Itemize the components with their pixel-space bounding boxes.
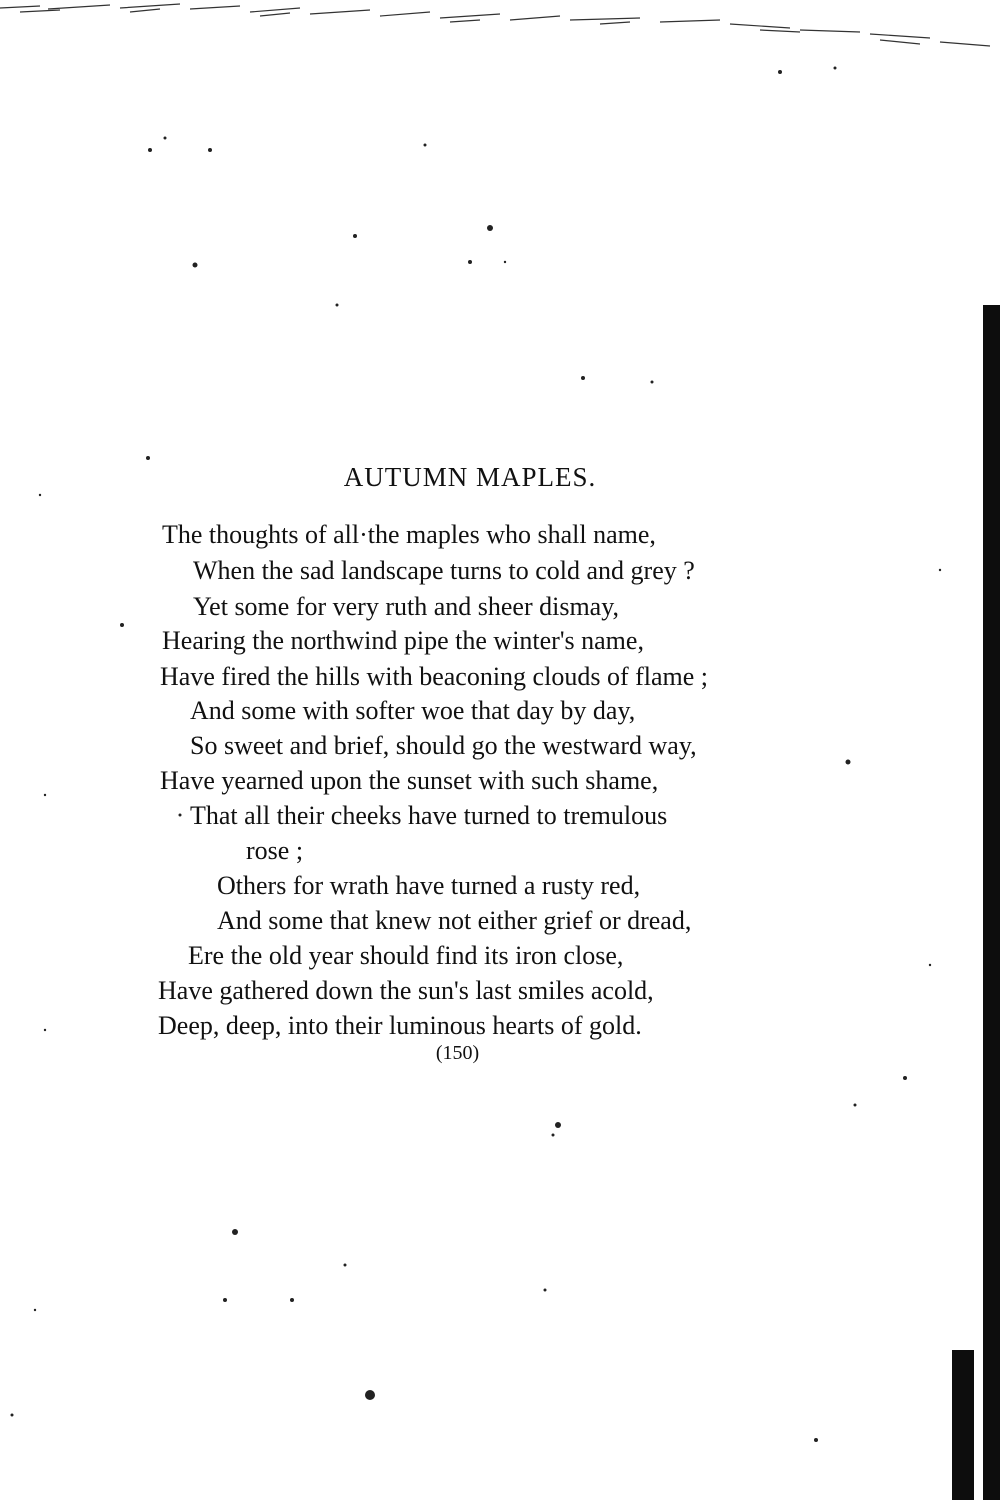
poem-line: So sweet and brief, should go the westward way, [190,731,697,760]
poem-line: And some that knew not either grief or dread, [217,906,692,935]
page-edge-shadow-lower [952,1350,974,1500]
poem-line: rose ; [246,836,304,865]
poem-line: The thoughts of all·the maples who shall name, [162,520,656,549]
poem-line: Yet some for very ruth and sheer dismay, [193,592,620,621]
poem-line: Have yearned upon the sunset with such shame, [160,766,659,795]
poem-line: Hearing the northwind pipe the winter's name, [162,626,644,655]
poem-title: AUTUMN MAPLES. [343,462,597,492]
poem-line: Have gathered down the sun's last smiles acold, [158,976,654,1005]
poem-line: When the sad landscape turns to cold and grey ? [193,556,695,585]
poem-line: Have fired the hills with beaconing clouds of flame ; [160,662,709,691]
poem-line: That all their cheeks have turned to tremulous [190,801,668,830]
poem-line: And some with softer woe that day by day, [190,696,636,725]
page-number: (150) [435,1042,480,1064]
poem-line: Others for wrath have turned a rusty red, [217,871,641,900]
poem-line: Deep, deep, into their luminous hearts of gold. [158,1011,642,1040]
poem-line: Ere the old year should find its iron close, [188,941,624,970]
page-edge-shadow [983,305,1000,1500]
